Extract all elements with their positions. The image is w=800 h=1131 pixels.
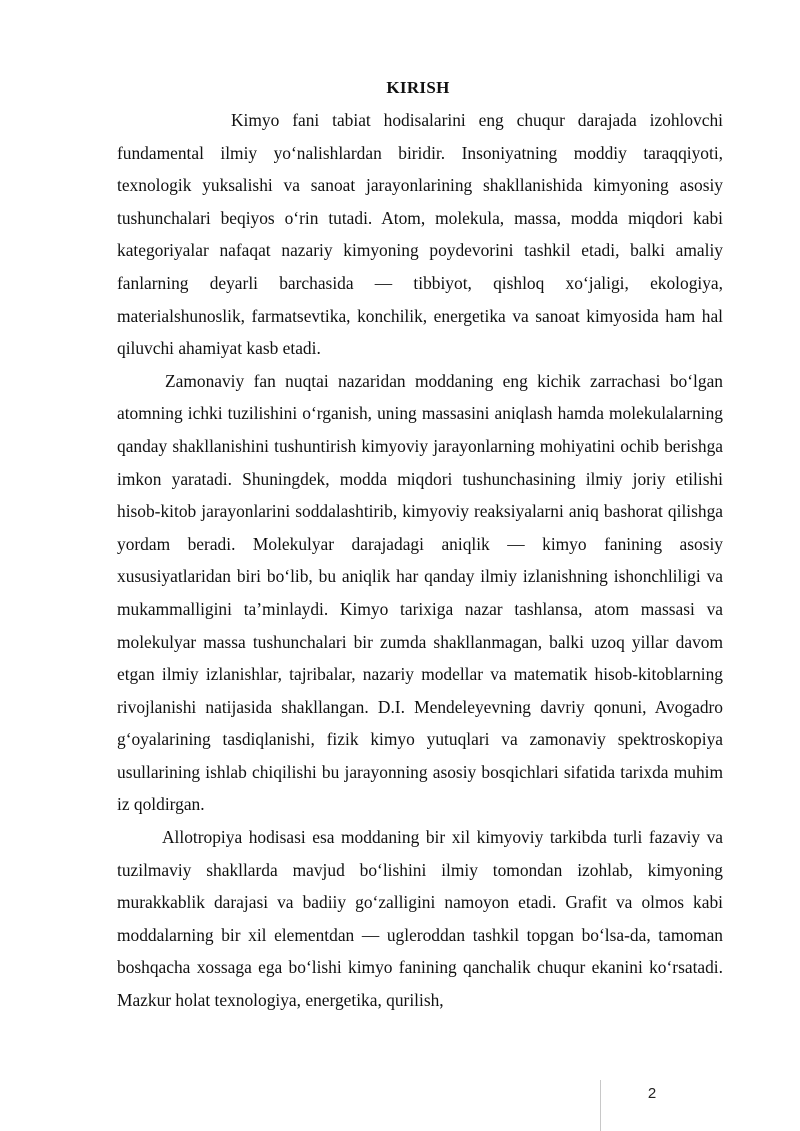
page-number: 2 bbox=[647, 1085, 657, 1102]
paragraph-1: Kimyo fani tabiat hodisalarini eng chuqur darajada izohlovchi fundamental ilmiy yo‘nalishlardan biridir. Insoniyatning moddiy taraqqiyoti, texnologik yuksalishi va sanoat jarayonlarining shakllanishida kimyoning asosiy tushunchalari beqiyos o‘rin tutadi. Atom, molekula, massa, modda miqdori kabi kategoriyalar nafaqat nazariy kimyoning poydevorini tashkil etadi, balki amaliy fanlarning deyarli barchasida — tibbiyot, qishloq xo‘jaligi, ekologiya, materialshunoslik, farmatsevtika, konchilik, energetika va sanoat kimyosida ham hal qiluvchi ahamiyat kasb etadi. bbox=[117, 110, 723, 359]
body-text bbox=[117, 104, 723, 1017]
page-number-divider bbox=[600, 1080, 601, 1131]
page-title: KIRISH bbox=[386, 78, 450, 97]
paragraph-3: Allotropiya hodisasi esa moddaning bir xil kimyoviy tarkibda turli fazaviy va tuzilmaviy shakllarda mavjud bo‘lishini ilmiy tomondan izohlab, kimyoning murakkablik darajasi va badiiy go‘zalligini namoyon etadi. Grafit va olmos kabi moddalarning bir xil elementdan — ugleroddan tashkil topgan bo‘lsa-da, tamoman boshqacha xossaga ega bo‘lishi kimyo fanining qanchalik chuqur ekanini ko‘rsatadi. Mazkur holat texnologiya, energetika, qurilish, bbox=[117, 827, 723, 1011]
paragraph-2: Zamonaviy fan nuqtai nazaridan moddaning eng kichik zarrachasi bo‘lgan atomning ichki tuzilishini o‘rganish, uning massasini aniqlash hamda molekulalarning qanday shakllanishini tushuntirish kimyoviy jarayonlarning mohiyatini ochib berishga imkon yaratadi. Shuningdek, modda miqdori tushunchasining ilmiy joriy etilishi hisob-kitob jarayonlarini soddalashtirib, kimyoviy reaksiyalarni aniq bashorat qilishga yordam beradi. Molekulyar darajadagi aniqlik — kimyo fanining asosiy xususiyatlaridan biri bo‘lib, bu aniqlik har qanday ilmiy izlanishning ishonchliligi va mukammalligini ta’minlaydi. Kimyo tarixiga nazar tashlansa, atom massasi va molekulyar massa tushunchalari bir zumda shakllanmagan, balki uzoq yillar davom etgan ilmiy izlanishlar, tajribalar, nazariy modellar va matematik hisob-kitoblarning rivojlanishi natijasida shakllangan. D.I. Mendeleyevning davriy qonuni, Avogadro g‘oyalarining tasdiqlanishi, fizik kimyo yutuqlari va zamonaviy spektroskopiya usullarining ishlab chiqilishi bu jarayonning asosiy bosqichlari sifatida tarixda muhim iz qoldirgan. bbox=[117, 370, 723, 815]
